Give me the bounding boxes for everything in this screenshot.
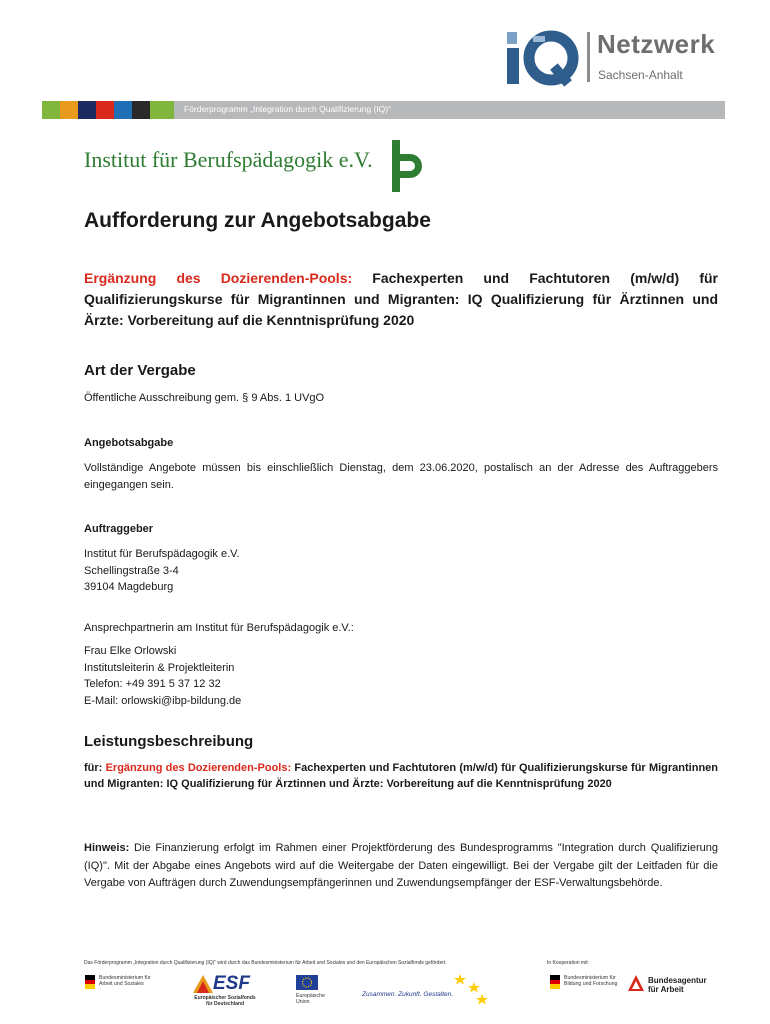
iq-logo-mark — [503, 28, 583, 88]
leistung-rest: Fachexperten und Fachtutoren (m/w/d) für Qualifizierungskurse für Migrantinnen und Migranten: IQ Qualifizierung für Ärztinnen und Ärzte: Vorbereitung auf die Kenntnisprüfung 2020 — [84, 762, 718, 790]
auftraggeber-address — [84, 546, 718, 596]
esf-wordmark: ESF — [213, 973, 250, 994]
esf-subtitle: Europäischer Sozialfonds für Deutschland — [194, 995, 256, 1007]
color-square — [114, 101, 132, 119]
network-region: Sachsen-Anhalt — [598, 68, 683, 82]
address-line: Schellingstraße 3-4 — [84, 564, 179, 577]
program-bar-text: Förderprogramm „Integration durch Qualifizierung (IQ)“ — [184, 104, 391, 114]
bmbf-label: Bundesministerium für Bildung und Forschung — [564, 975, 618, 987]
eu-flag-icon — [296, 975, 318, 990]
contact-intro: Ansprechpartnerin am Institut für Berufspädagogik e.V.: — [84, 622, 354, 634]
german-eagle-icon — [85, 975, 95, 989]
color-square — [96, 101, 114, 119]
color-square — [150, 101, 174, 119]
leistung-lead: Ergänzung des Dozierenden-Pools: — [105, 762, 292, 774]
cooperation-label: In Kooperation mit: — [547, 960, 589, 966]
subject-lead: Ergänzung des Dozierenden-Pools: — [84, 270, 353, 286]
ba-label: Bundesagentur für Arbeit — [648, 976, 707, 994]
leistung-heading: Leistungsbeschreibung — [84, 733, 254, 750]
logo-separator — [587, 32, 590, 82]
program-bar — [42, 101, 725, 119]
subject-rest: Fachexperten und Fachtutoren (m/w/d) für Qualifizierungskurse für Migrantinnen und Migranten: IQ Qualifizierung für Ärztinnen und Ärzte: Vorbereitung auf die Kenntnisprüfung 2020 — [84, 270, 718, 328]
color-square — [78, 101, 96, 119]
contact-role: Institutsleiterin & Projektleiterin — [84, 661, 235, 674]
leistung-prefix: für: — [84, 762, 106, 774]
funding-note: Das Förderprogramm „Integration durch Qualifizierung (IQ)“ wird durch das Bundesministerium für Arbeit und Soziales und den Europäischen Sozialfonds gefördert. — [84, 960, 447, 966]
color-square — [132, 101, 150, 119]
auftraggeber-heading: Auftraggeber — [84, 523, 154, 535]
contact-block — [84, 643, 718, 709]
hinweis-text: Die Finanzierung erfolgt im Rahmen einer Projektförderung des Bundesprogramms "Integration durch Qualifizierung (IQ)". Mit der Abgabe eines Angebots wird auf die Weitergabe der Daten eingewilligt. Bei der Vergabe gilt der Leitfaden für die Vergabe von Aufträgen durch Zuwendungsempfängerinnen und Zuwendungsempfänger der ESF-Verwaltungsbehörde. — [84, 842, 718, 889]
address-line: 39104 Magdeburg — [84, 581, 174, 593]
institute-name: Institut für Berufspädagogik e.V. — [84, 147, 373, 172]
bmas-label: Bundesministerium für Arbeit und Soziales — [99, 975, 151, 987]
esf-triangle-icon — [193, 975, 213, 993]
subject-heading — [84, 268, 718, 331]
contact-name: Frau Elke Orlowski — [84, 645, 177, 657]
hinweis-paragraph — [84, 840, 718, 893]
color-square — [60, 101, 78, 119]
ibp-logo — [390, 140, 430, 196]
contact-email: E-Mail: orlowski@ibp-bildung.de — [84, 694, 242, 707]
hinweis-label: Hinweis: — [84, 842, 130, 854]
art-text: Öffentliche Ausschreibung gem. § 9 Abs. 1 UVgO — [84, 392, 325, 404]
eu-label: Europäische Union — [296, 993, 325, 1005]
esf-logo — [193, 973, 257, 1009]
german-eagle-icon — [550, 975, 560, 989]
iq-netzwerk-logo — [503, 28, 733, 88]
angebot-heading: Angebotsabgabe — [84, 437, 174, 449]
document-title: Aufforderung zur Angebotsabgabe — [84, 209, 431, 232]
slogan: Zusammen. Zukunft. Gestalten. — [362, 991, 454, 998]
art-heading: Art der Vergabe — [84, 362, 196, 379]
address-line: Institut für Berufspädagogik e.V. — [84, 548, 240, 560]
color-square — [42, 101, 60, 119]
contact-phone: Telefon: +49 391 5 37 12 32 — [84, 678, 221, 690]
angebot-text: Vollständige Angebote müssen bis einschließlich Dienstag, dem 23.06.2020, postalisch an der Adresse des Auftraggebers eingegangen sein. — [84, 462, 718, 491]
leistung-text — [84, 760, 718, 792]
ba-logo-icon — [628, 975, 644, 991]
network-title: Netzwerk — [597, 29, 716, 59]
stars-icon — [452, 972, 492, 1008]
